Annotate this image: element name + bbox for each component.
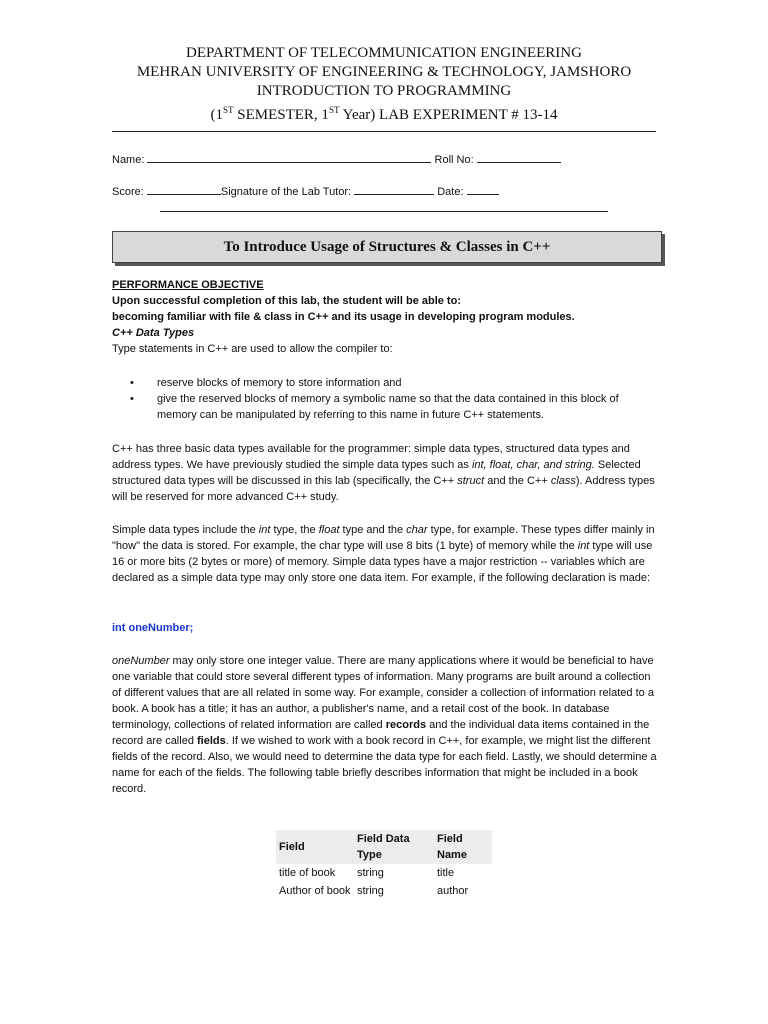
score-signature-line [112,184,499,198]
table-row [276,882,492,900]
table-cell: author [437,885,469,897]
name-label: Name: [112,154,148,166]
datatypes-intro: Type statements in C++ are used to allow the compiler to: [112,343,393,355]
code-declaration: int oneNumber; [112,622,194,634]
university-line: MEHRAN UNIVERSITY OF ENGINEERING & TECHNOLOGY, JAMSHORO [136,64,632,80]
bullet-marker: • [130,377,134,389]
list-item: • reserve blocks of memory to store information and [130,377,402,389]
name-field[interactable] [147,152,431,163]
roll-field[interactable] [477,152,561,163]
paragraph-simple-types: Simple data types include the int type, the float type and the char type, for example. These types differ mainly in "how" the data is stored. For example, the char type will use 8 bits (1 byte) of memory while the int type will use 16 or more bits (2 bytes or more) of memory. Simple data types have a major restriction -- variables which are declared as a simple data type may only store one data item. For example, if the following declaration is made: [112,524,655,584]
objective-section [112,277,660,357]
signature-label: Signature of the Lab Tutor: [220,186,355,198]
name-roll-line [112,152,561,166]
datatypes-heading: C++ Data Types [112,327,195,339]
table-cell: title [437,867,455,879]
table-cell: title of book [279,867,336,879]
signature-field[interactable] [354,184,434,195]
paragraph-records: oneNumber may only store one integer value. There are many applications where it would be beneficial to have one variable that could store several different types of information. Many programs are built around a collection of different values that are all related in some way. For example, consider a collection of information related to a book. A book has a title; it has an author, a publisher's name, and a retail cost of the book. In database terminology, collections of related information are called records and the individual data items contained in the record are called fields. If we wished to work with a book record in C++, for example, we might list the different fields of the record. Also, we would need to determine the data type for each field. Lastly, we should determine a name for each of the fields. The following table briefly describes information that might be included in a book record. [112,655,657,795]
table-cell: string [357,885,384,897]
score-label: Score: [112,186,147,198]
code-sample [112,620,660,636]
table-header-row [276,830,492,864]
table-cell: Author of book [279,885,351,897]
objective-heading: PERFORMANCE OBJECTIVE [112,279,264,291]
form-divider [160,211,608,212]
course-line: INTRODUCTION TO PROGRAMMING [256,83,512,99]
list-item: • give the reserved blocks of memory a symbolic name so that the data contained in this block of memory can be manipulated by referring to this name in future C++ statements. [130,393,619,421]
roll-label: Roll No: [431,154,477,166]
bullet-list [112,375,660,423]
date-field[interactable] [467,184,499,195]
header-divider [112,131,656,132]
semester-line: (1ST SEMESTER, 1ST Year) LAB EXPERIMENT # 13-14 [210,105,558,123]
datatypes-bullets [112,375,660,423]
objective-line-1: Upon successful completion of this lab, the student will be able to: [112,295,461,307]
experiment-title: To Introduce Usage of Structures & Classes in C++ [112,231,662,263]
table-cell: string [357,867,384,879]
bullet-marker: • [130,393,134,405]
column-header-field-name: Field Name [434,830,492,864]
paragraph-data-types: C++ has three basic data types available for the programmer: simple data types, structured data types and address types. We have previously studied the simple data types such as int, float, char, and string. Selected structured data types will be discussed in this lab (specifically, the C++ struct and the C++ class). Address types will be reserved for more advanced C++ study. [112,443,655,503]
date-label: Date: [434,186,467,198]
table-row [276,864,492,882]
score-field[interactable] [147,184,221,195]
column-header-field: Field [276,830,354,864]
book-record-table [276,830,492,900]
department-line: DEPARTMENT OF TELECOMMUNICATION ENGINEERING [186,45,582,61]
column-header-data-type: Field Data Type [354,830,434,864]
document-header [0,44,768,125]
objective-line-2: becoming familiar with file & class in C++ and its usage in developing program modules. [112,311,575,323]
